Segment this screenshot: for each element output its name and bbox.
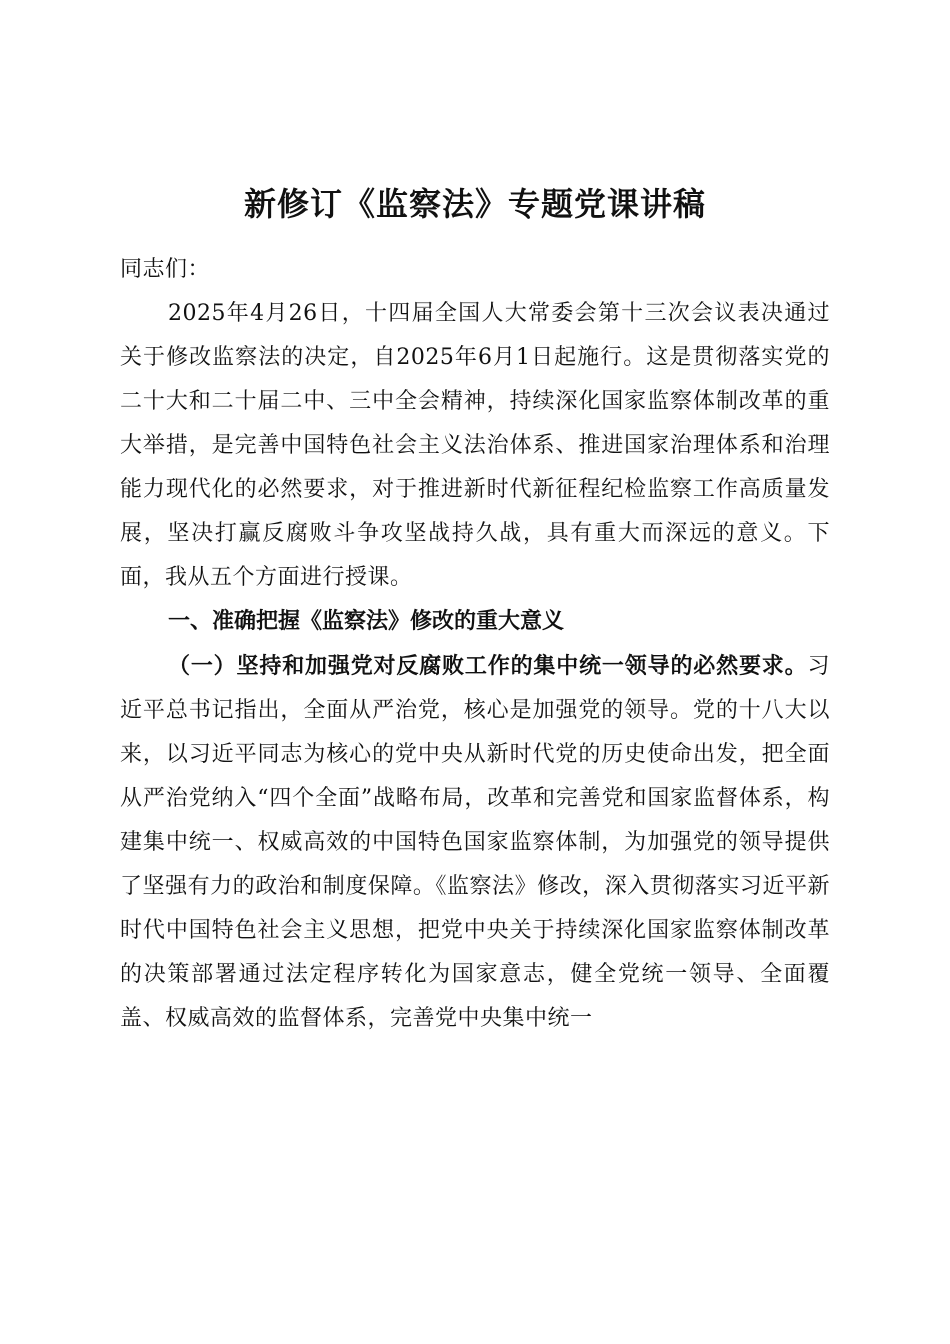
subsection-body: 习近平总书记指出，全面从严治党，核心是加强党的领导。党的十八大以来，以习近平同志为核心的党中央从新时代党的历史使命出发，把全面从严治党纳入“四个全面”战略布局，改革和完善党和国家监督体系，构建集中统一、权威高效的中国特色国家监察体制，为加强党的领导提供了坚强有力的政治和制度保障。《监察法》修改，深入贯彻落实习近平新时代中国特色社会主义思想，把党中央关于持续深化国家监察体制改革的决策部署通过法定程序转化为国家意志，健全党统一领导、全面覆盖、权威高效的监督体系，完善党中央集中统一 (120, 654, 830, 1031)
subsection-lead: （一）坚持和加强党对反腐败工作的集中统一领导的必然要求。 (168, 653, 808, 679)
subsection-paragraph (120, 644, 830, 1041)
document-body (120, 248, 830, 1041)
section-heading: 一、准确把握《监察法》修改的重大意义 (168, 609, 565, 634)
document-title: 新修订《监察法》专题党课讲稿 (243, 185, 706, 223)
salutation: 同志们： (120, 257, 211, 282)
intro-paragraph: 2025年4月26日，十四届全国人大常委会第十三次会议表决通过关于修改监察法的决定，自2025年6月1日起施行。这是贯彻落实党的二十大和二十届二中、三中全会精神，持续深化国家监察体制改革的重大举措，是完善中国特色社会主义法治体系、推进国家治理体系和治理能力现代化的必然要求，对于推进新时代新征程纪检监察工作高质量发展，坚决打赢反腐败斗争攻坚战持久战，具有重大而深远的意义。下面，我从五个方面进行授课。 (120, 301, 830, 590)
